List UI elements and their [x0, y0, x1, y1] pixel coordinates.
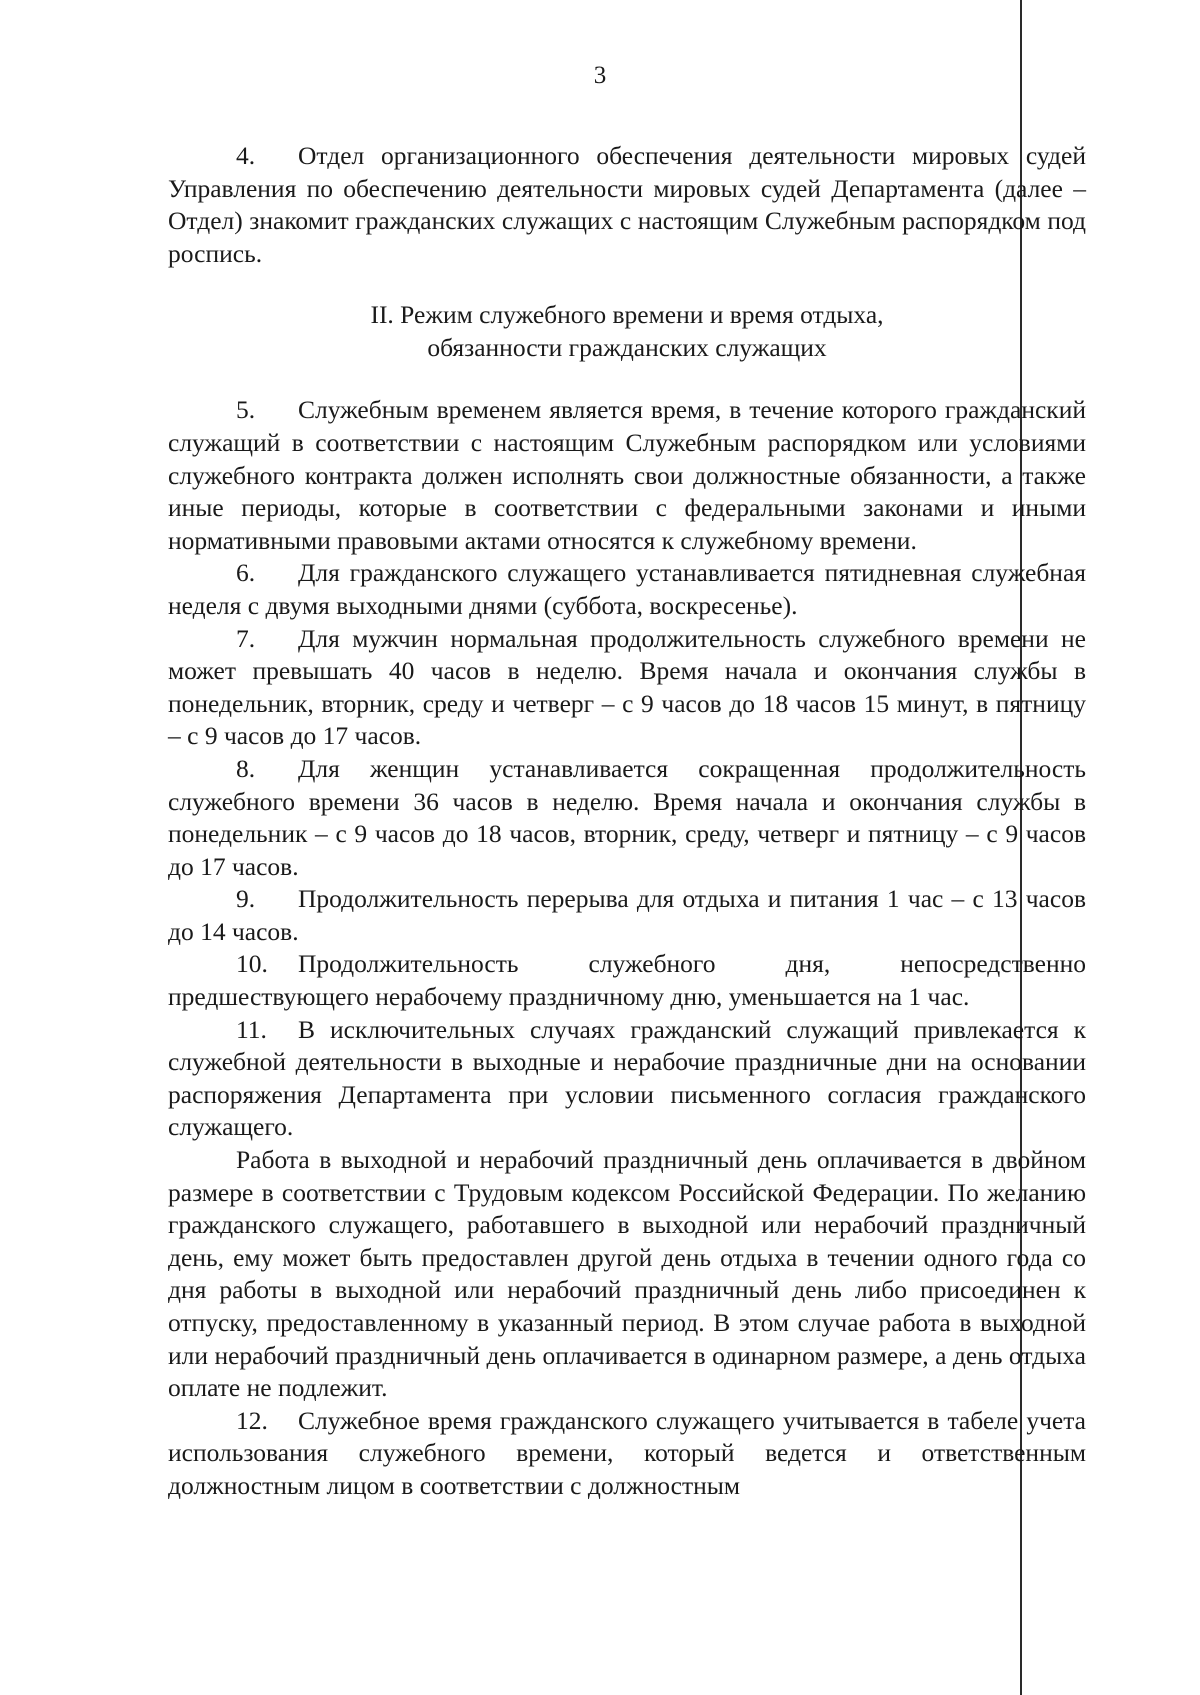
paragraph-text: Отдел организационного обеспечения деятельности мировых судей Управления по обеспечению деятельности мировых судей Департамента (далее – Отдел) знакомит гражданских служащих с настоящим Служебным распорядком под роспись.	[168, 141, 1086, 268]
paragraph-text: Продолжительность перерыва для отдыха и питания 1 час – с 13 часов до 14 часов.	[168, 884, 1086, 946]
paragraph-10	[168, 948, 1086, 1013]
paragraph-4	[168, 140, 1086, 270]
paragraph-text: Продолжительность служебного дня, непосредственно предшествующего нерабочему праздничному дню, уменьшается на 1 час.	[168, 949, 1086, 1012]
paragraph-5	[168, 394, 1086, 557]
paragraph-7	[168, 623, 1086, 753]
paragraph-text: Для женщин устанавливается сокращенная продолжительность служебного времени 36 часов в неделю. Время начала и окончания службы в понедельник – с 9 часов до 18 часов, вторник, среду, четверг и пятницу – с 9 часов до 17 часов.	[168, 753, 1086, 881]
paragraph-number: 12.	[236, 1405, 268, 1435]
paragraph-number: 5.	[236, 395, 256, 425]
paragraph-text: Работа в выходной и нерабочий праздничный день оплачивается в двойном размере в соответствии с Трудовым кодексом Российской Федерации. По желанию гражданского служащего, работавшего в выходной или нерабочий праздничный день, ему может быть предоставлен другой день отдыха в течении одного года со дня работы в выходной или нерабочий праздничный день либо присоединен к отпуску, предоставленному в указанный период. В этом случае работа в выходной или нерабочий праздничный день оплачивается в одинарном размере, а день отдыха оплате не подлежит.	[168, 1145, 1086, 1403]
paragraph-11	[168, 1014, 1086, 1144]
paragraph-number: 7.	[236, 623, 256, 653]
section-heading	[168, 298, 1086, 364]
paragraph-number: 6.	[236, 558, 256, 588]
paragraph-number: 8.	[236, 753, 256, 783]
paragraph-text: Служебное время гражданского служащего учитывается в табеле учета использования служебного времени, который ведется и ответственным должностным лицом в соответствии с должностным	[168, 1405, 1086, 1500]
paragraph-8	[168, 753, 1086, 883]
section-heading-line-2: обязанности гражданских служащих	[427, 333, 827, 363]
paragraph-text: В исключительных случаях гражданский служащий привлекается к служебной деятельности в выходные и нерабочие праздничные дни на основании распоряжения Департамента при условии письменного согласия гражданского служащего.	[168, 1014, 1086, 1142]
paragraph-6	[168, 557, 1086, 622]
paragraph-9	[168, 883, 1086, 948]
paragraph-text: Для мужчин нормальная продолжительность служебного времени не может превышать 40 часов в неделю. Время начала и окончания службы в понедельник, вторник, среду и четверг – с 9 часов до 18 часов 15 минут, в пятницу – с 9 часов до 17 часов.	[168, 623, 1086, 751]
paragraph-text: Для гражданского служащего устанавливается пятидневная служебная неделя с двумя выходными днями (суббота, воскресенье).	[168, 558, 1086, 620]
paragraph-number: 10.	[236, 949, 268, 979]
paragraph-12	[168, 1405, 1086, 1503]
paragraph-text: Служебным временем является время, в течение которого гражданский служащий в соответствии с настоящим Служебным распорядком или условиями служебного контракта должен исполнять свои должностные обязанности, а также иные периоды, которые в соответствии с федеральными законами и иными нормативными правовыми актами относятся к служебному времени.	[168, 395, 1086, 555]
section-heading-line-1: II. Режим служебного времени и время отдыха,	[370, 300, 884, 330]
page-number: 3	[593, 62, 607, 89]
paragraph-11-continued	[168, 1144, 1086, 1405]
paragraph-number: 4.	[236, 141, 256, 170]
paragraph-number: 9.	[236, 884, 256, 914]
document-body	[168, 140, 1086, 1503]
paragraph-number: 11.	[236, 1014, 267, 1044]
